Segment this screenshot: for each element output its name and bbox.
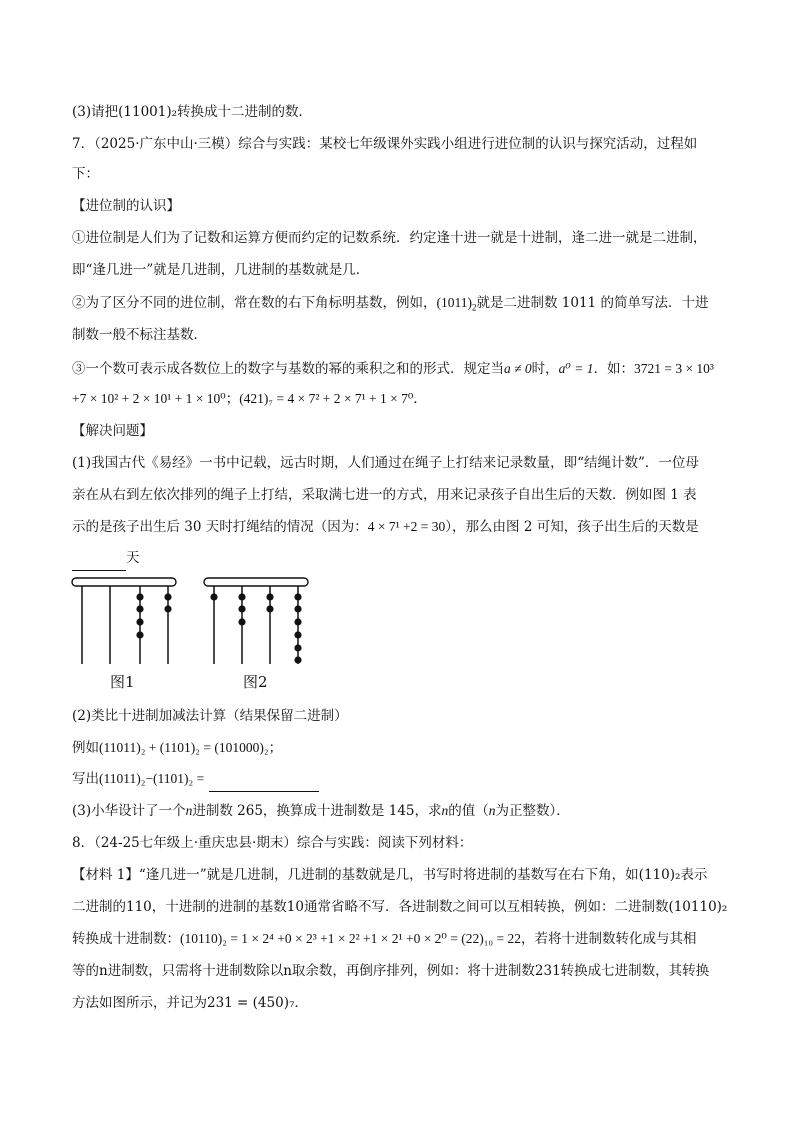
figure-1-caption: 图1 xyxy=(110,673,135,691)
fig2-knot xyxy=(238,618,245,625)
fig2-knot xyxy=(266,605,273,612)
q7-header-line1: 7．（2025·广东中山·三模）综合与实践：某校七年级课外实践小组进行进位制的认识与探究活动，过程如 xyxy=(72,136,698,152)
fig1-knot xyxy=(164,605,171,612)
q8-header: 8．（24-25七年级上·重庆忠县·期末）综合与实践：阅读下列材料： xyxy=(72,835,473,851)
q7-sub2-line1: (2)类比十进制加减法计算（结果保留二进制） xyxy=(72,708,348,724)
fig2-knot xyxy=(238,605,245,612)
q8-material1-line2: 二进制的110，十进制的进制的基数10通常省略不写．各进制数之间可以互相转换，例如：二进制数(10110)₂ xyxy=(72,899,728,915)
q8-material1-line5: 方法如图所示，并记为231 = (450)₇． xyxy=(72,995,308,1011)
fig1-top-rod xyxy=(72,578,176,586)
q7-point3-line1: ③一个数可表示成各数位上的数字与基数的幂的乘积之和的形式．规定当a ≠ 0时，a⁰ = 1．如：3721 = 3 × 10³ xyxy=(72,361,714,377)
q7-point2-line1: ②为了区分不同的进位制，常在数的右下角标明基数，例如，$(1011)_2$就是二进制数 1011 的简单写法．十进 xyxy=(72,295,709,313)
q7-header-line2: 下： xyxy=(72,166,99,182)
fig2-knot xyxy=(294,656,301,663)
fig2-knot xyxy=(294,605,301,612)
q7-point2-line2: 制数一般不标注基数． xyxy=(72,327,207,343)
fig2-knot xyxy=(294,631,301,638)
q7-point3-line2: +7 × 10² + 2 × 10¹ + 1 × 10⁰；(421)₇ = 4 × 7² + 2 × 7¹ + 1 × 7⁰． xyxy=(72,391,427,406)
q7-sub2-example: 例如(11011)₂ + (1101)₂ = (101000)₂； xyxy=(72,740,283,756)
fig2-knot xyxy=(238,593,245,600)
fig2-top-rod xyxy=(204,578,308,586)
fig1-knot xyxy=(136,593,143,600)
fig2-knot xyxy=(294,618,301,625)
q6-part3: (3)请把(11001)₂转换成十二进制的数． xyxy=(72,104,313,120)
fig2-knot xyxy=(294,644,301,651)
q8-material1-line4: 等的n进制数，只需将十进制数除以n取余数，再倒序排列，例如：将十进制数231转换成七进制数，其转换 xyxy=(72,963,710,979)
fig2-knot xyxy=(210,593,217,600)
knot-rope-figures xyxy=(66,572,316,668)
fig1-knot xyxy=(164,593,171,600)
q8-material1-line3: 转换成十进制数：(10110)₂ = 1 × 2⁴ +0 × 2³ +1 × 2² +1 × 2¹ +0 × 2⁰ = (22)₁₀ = 22，若将十进制数转化成与其相 xyxy=(72,931,697,946)
q7-sub1-line1: (1)我国古代《易经》一书中记载，远古时期，人们通过在绳子上打结来记录数量，即“结绳计数”．一位母 xyxy=(72,455,699,471)
q7-sub1-line2: 亲在从右到左依次排列的绳子上打结，采取满七进一的方式，用来记录孩子自出生后的天数．例如图 1 表 xyxy=(72,487,697,503)
answer-blank[interactable] xyxy=(72,550,126,571)
q7-sub3: (3)小华设计了一个n进制数 265，换算成十进制数是 145，求n的值（n为正整数）． xyxy=(72,803,570,819)
figure-2-caption: 图2 xyxy=(243,673,268,691)
q7-section-solve: 【解决问题】 xyxy=(72,423,153,439)
q7-sub1-answer: 天 xyxy=(72,548,140,571)
q7-point1-line2: 即“逢几进一”就是几进制，几进制的基数就是几． xyxy=(72,262,370,278)
fig2-knot xyxy=(294,593,301,600)
fig1-knot xyxy=(136,631,143,638)
q7-point1-line1: ①进位制是人们为了记数和运算方便而约定的记数系统．约定逢十进一就是十进制，逢二进一就是二进制， xyxy=(72,230,707,246)
fig1-knot xyxy=(136,618,143,625)
fig2-knot xyxy=(266,593,273,600)
q7-sub1-line3: 示的是孩子出生后 30 天时打绳结的情况（因为：4 × 7¹ +2 = 30），那么由图 2 可知，孩子出生后的天数是 xyxy=(72,519,699,535)
fig1-knot xyxy=(136,605,143,612)
q7-section-understanding: 【进位制的认识】 xyxy=(72,198,180,214)
q7-sub2-task: 写出(11011)₂−(1101)₂ = xyxy=(72,769,319,792)
q8-material1-line1: 【材料 1】“逢几进一”就是几进制，几进制的基数就是几，书写时将进制的基数写在右下角，如(110)₂表示 xyxy=(72,867,708,883)
answer-blank[interactable] xyxy=(209,771,319,792)
